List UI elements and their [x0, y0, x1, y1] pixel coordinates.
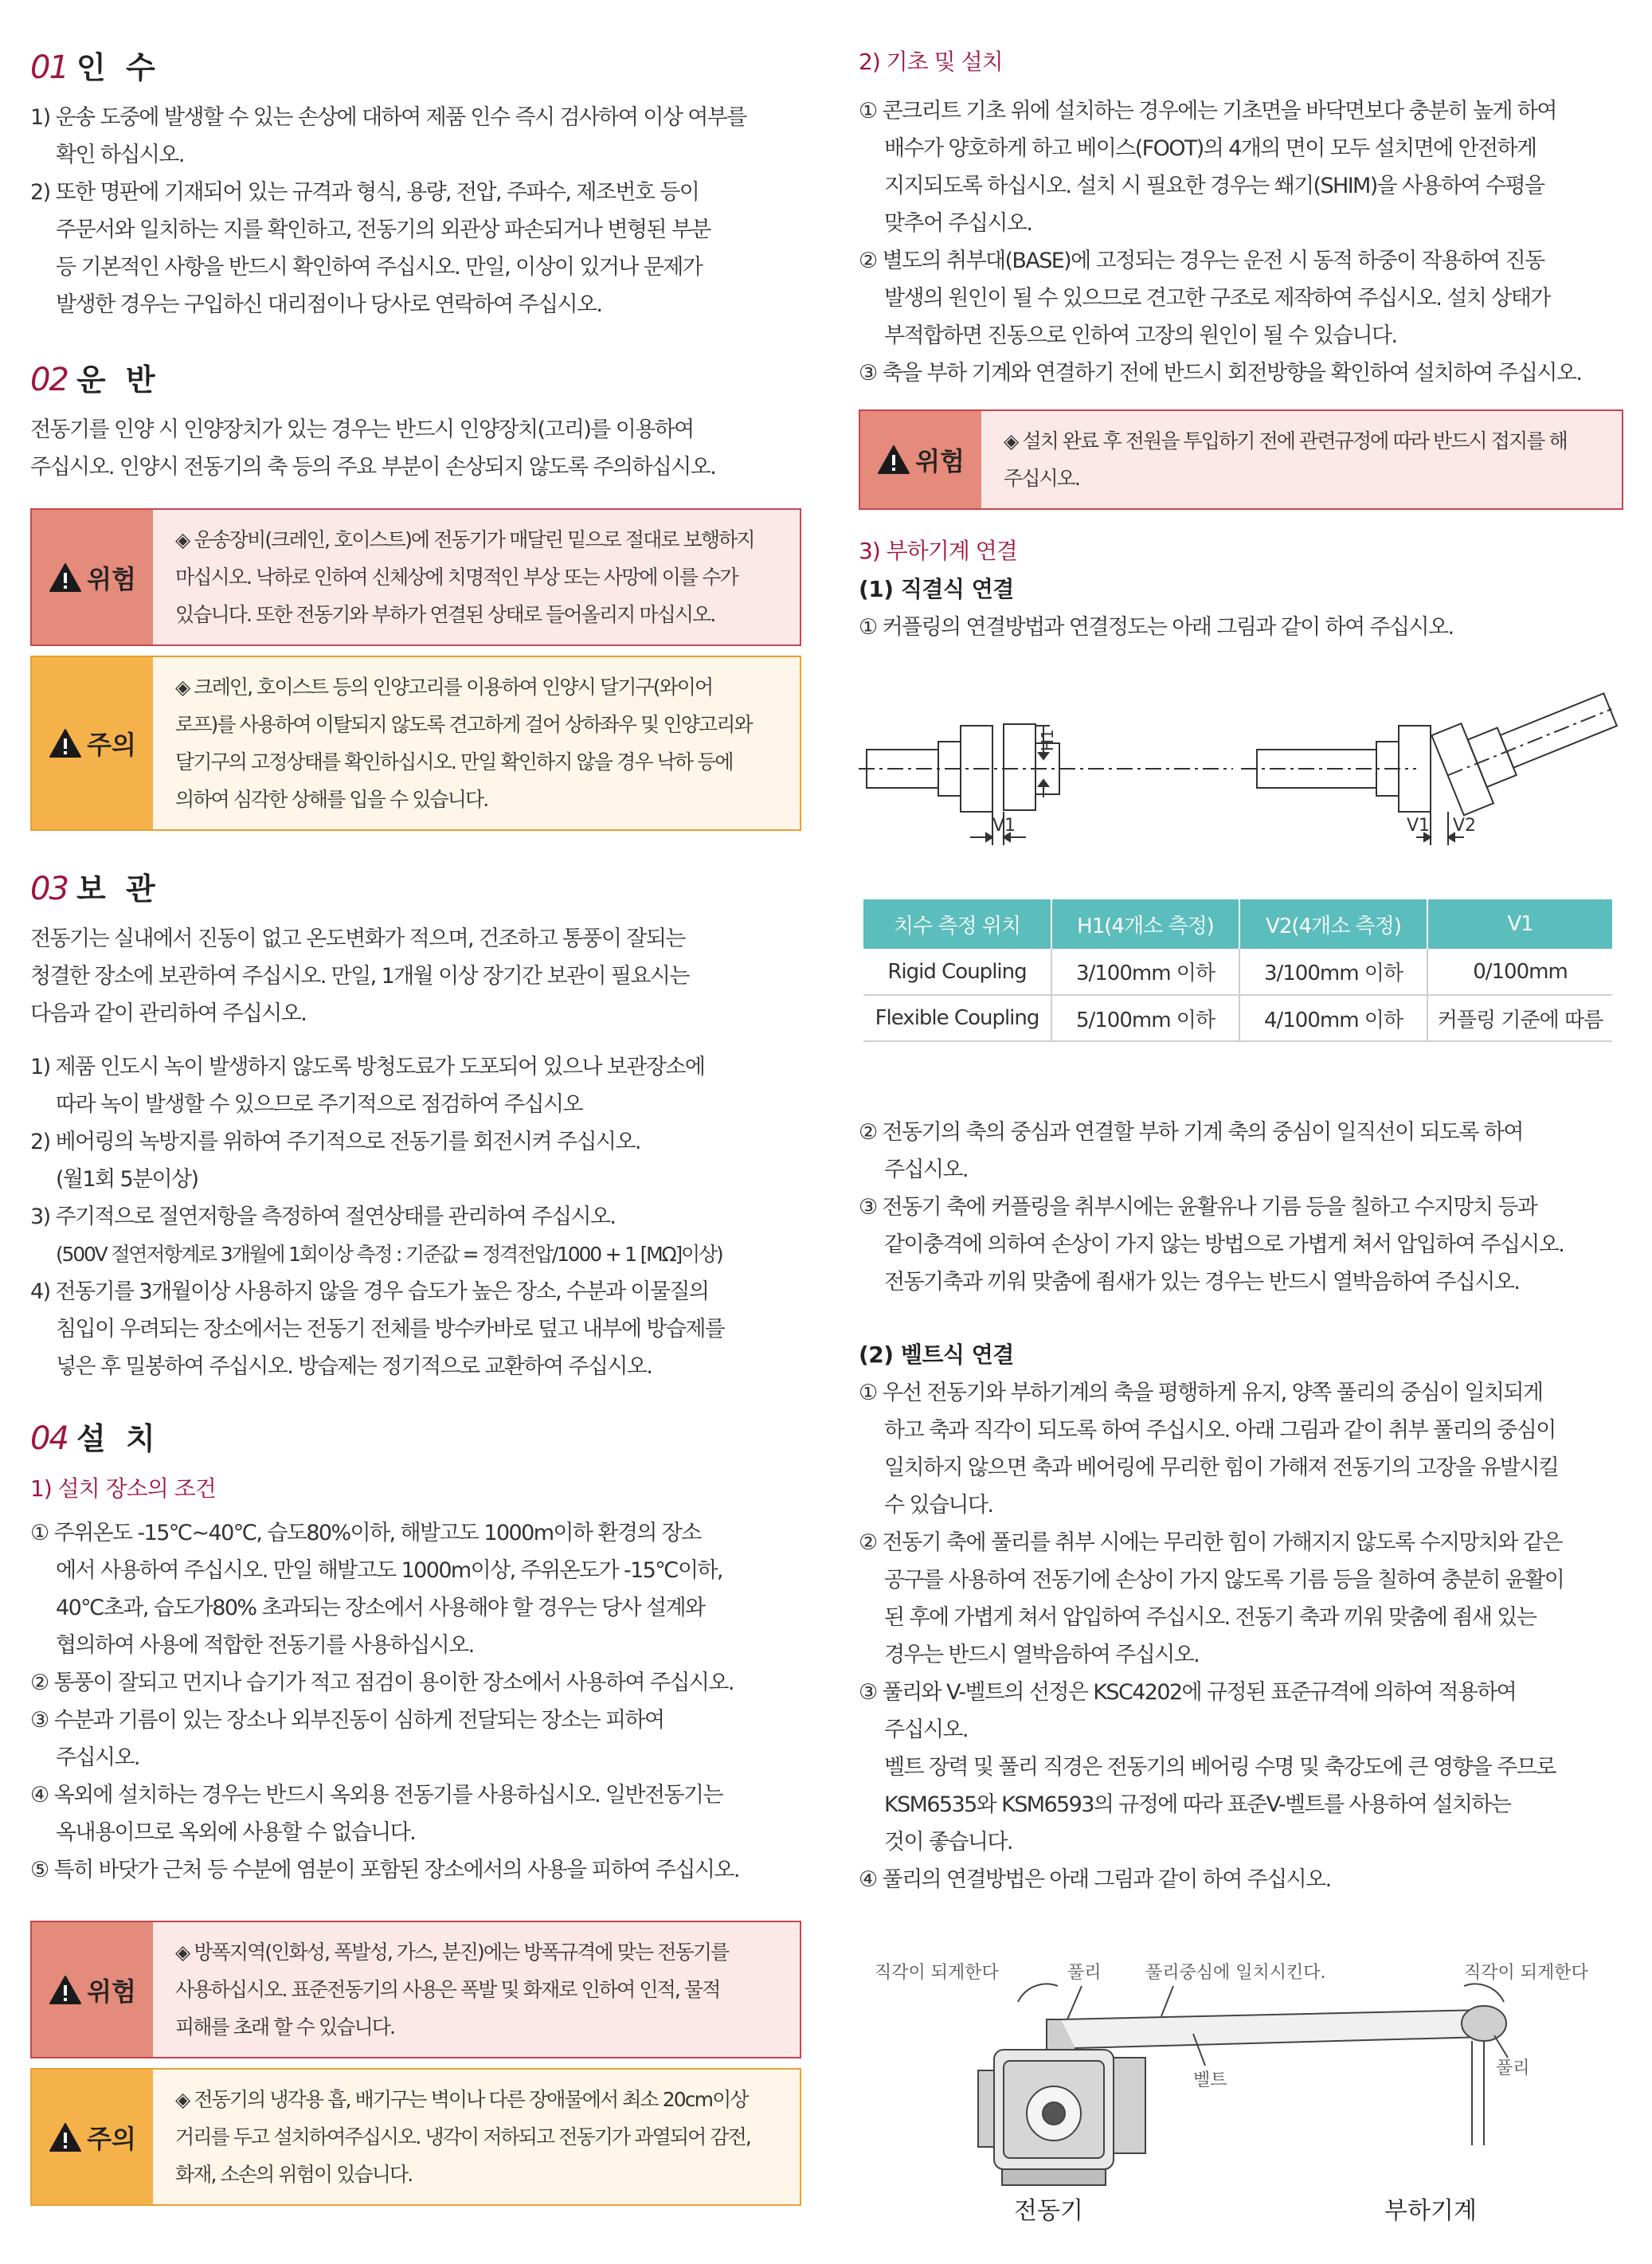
belt-coupling-list [859, 1374, 1623, 1898]
coupling-diagram [859, 678, 1623, 853]
belt-coupling-title: (2) 벨트식 연결 [859, 1342, 1014, 1368]
section-number: 03 [30, 871, 68, 907]
warning-icon [49, 728, 82, 758]
subsection-title: 2) 기초 및 설치 [859, 49, 1003, 75]
danger-text: ◈ 설치 완료 후 전원을 투입하기 전에 관련규정에 따라 반드시 접지를 해 주십시오. [1004, 429, 1567, 490]
v1-label-right: V1 [1407, 816, 1431, 836]
h1-label: H1 [1038, 729, 1057, 751]
danger-tag: 위험 [32, 510, 153, 644]
table-cell: 3/100mm 이하 [1239, 949, 1427, 995]
danger-text: ◈ 방폭지역(인화성, 폭발성, 가스, 분진)에는 방폭규격에 맞는 전동기를 사용하십시오. 표준전동기의 사용은 폭발 및 화재로 인하여 인적, 물적 피해를 초래 할 수 있습니다. [175, 1941, 729, 2039]
transport-intro: 전동기를 인양 시 인양장치가 있는 경우는 반드시 인양장치(고리)를 이용하여 주십시오. 인양시 전동기의 축 등의 주요 부분이 손상되지 않도록 주의하십시오. [30, 417, 716, 480]
caution-callout [30, 656, 801, 831]
list-item: ⑤ 특히 바닷가 근처 등 수분에 염분이 포함된 장소에서의 사용을 피하여 주십시오. [30, 1858, 739, 1882]
right-column [859, 43, 1623, 2225]
list-item: ③ 수분과 기름이 있는 장소나 외부진동이 심하게 전달되는 장소는 피하여 주십시오. [30, 1708, 664, 1770]
pulley-label-top: 풀리 [1067, 1963, 1102, 1983]
section-number: 02 [30, 362, 68, 398]
danger-tag: 위험 [32, 1922, 153, 2057]
right-angle-label-right: 직각이 되게한다 [1464, 1963, 1588, 1983]
list-item: ① 주위온도 -15℃~40℃, 습도80%이하, 해발고도 1000m이하 환경의 장소 에서 사용하여 주십시오. 만일 해발고도 1000m이상, 주위온도가 -15℃이하, 40℃초과, 습도가80% 초과되는 장소에서 사용해야 할 경우는 당사 설계와 협의하여 사용에 적합한 전동기를 사용하십시오. [30, 1521, 722, 1658]
warning-icon [877, 445, 910, 475]
column-header: 치수 측정 위치 [863, 899, 1051, 949]
section-heading: 운 반 [76, 362, 160, 398]
foundation-list [859, 92, 1623, 392]
caution-callout [30, 2068, 801, 2206]
warning-icon [49, 2122, 82, 2152]
list-item: 4) 전동기를 3개월이상 사용하지 않을 경우 습도가 높은 장소, 수분과 이물질의 침입이 우려되는 장소에서는 전동기 전체를 방수카바로 덮고 내부에 방습제를 넣은 후 밀봉하여 주십시오. 방습제는 정기적으로 교환하여 주십시오. [30, 1279, 725, 1379]
warning-icon [49, 562, 82, 593]
pulley-label-right: 풀리 [1496, 2058, 1530, 2078]
list-item: ① 콘크리트 기초 위에 설치하는 경우에는 기초면을 바닥면보다 충분히 높게 하여 배수가 양호하게 하고 베이스(FOOT)의 4개의 면이 모두 설치면에 안전하게 지지되도록 하십시오. 설치 시 필요한 경우는 쐐기(SHIM)을 사용하여 수평을 맞추어 주십시오. [859, 99, 1556, 236]
table-row [863, 995, 1612, 1041]
list-item: ① 커플링의 연결방법과 연결정도는 아래 그림과 같이 하여 주십시오. [859, 615, 1454, 640]
subsection-title: 1) 설치 장소의 조건 [30, 1475, 216, 1502]
list-item: ② 전동기의 축의 중심과 연결할 부하 기계 축의 중심이 일직선이 되도록 하여 주십시오. [859, 1120, 1523, 1182]
table-row [863, 949, 1612, 995]
coupling-tolerance-table [863, 899, 1612, 1042]
list-item: ② 별도의 취부대(BASE)에 고정되는 경우는 운전 시 동적 하중이 작용하여 진동 발생의 원인이 될 수 있으므로 견고한 구조로 제작하여 주십시오. 설치 상태가 부적합하면 진동으로 인하여 고장의 원인이 될 수 있습니다. [859, 249, 1550, 348]
list-item: ④ 풀리의 연결방법은 아래 그림과 같이 하여 주십시오. [859, 1867, 1331, 1892]
table-cell: 4/100mm 이하 [1239, 995, 1427, 1041]
center-align-label: 풀리중심에 일치시킨다. [1145, 1963, 1326, 1983]
caution-text: ◈ 크레인, 호이스트 등의 인양고리를 이용하여 인양시 달기구(와이어 로프)를 사용하여 이탈되지 않도록 견고하게 걸어 상하좌우 및 인양고리와 달기구의 고정상태를 확인하십시오. 만일 확인하지 않을 경우 낙하 등에 의하여 심각한 상해를 입을 수 있습니다. [175, 676, 752, 811]
table-cell: Flexible Coupling [863, 995, 1051, 1041]
column-header: V1 [1427, 899, 1612, 949]
storage-list [30, 1048, 801, 1385]
table-cell: 커플링 기준에 따름 [1427, 995, 1612, 1041]
storage-intro: 전동기는 실내에서 진동이 없고 온도변화가 적으며, 건조하고 통풍이 잘되는 청결한 장소에 보관하여 주십시오. 만일, 1개월 이상 장기간 보관이 필요시는 다음과 같이 관리하여 주십시오. [30, 926, 689, 1026]
motor-caption: 전동기 [1014, 2197, 1083, 2225]
list-item: ② 통풍이 잘되고 먼지나 습기가 적고 점검이 용이한 장소에서 사용하여 주십시오. [30, 1671, 734, 1695]
danger-text: ◈ 운송장비(크레인, 호이스트)에 전동기가 매달린 밑으로 절대로 보행하지 마십시오. 낙하로 인하여 신체상에 치명적인 부상 또는 사망에 이를 수가 있습니다. 또한 전동기와 부하가 연결된 상태로 들어올리지 마십시오. [175, 528, 754, 626]
column-header: H1(4개소 측정) [1051, 899, 1239, 949]
location-conditions-list [30, 1514, 801, 1889]
warning-icon [49, 1975, 82, 2005]
direct-coupling-title: (1) 직결식 연결 [859, 576, 1014, 602]
list-item: ① 우선 전동기와 부하기계의 축을 평행하게 유지, 양쪽 풀리의 중심이 일치되게 하고 축과 직각이 되도록 하여 주십시오. 아래 그림과 같이 취부 풀리의 중심이 일치하지 않으면 축과 베어링에 무리한 힘이 가해져 전동기의 고장을 유발시킬 수 있습니다. [859, 1381, 1559, 1518]
section-number: 01 [30, 49, 68, 86]
belt [1061, 2010, 1484, 2048]
list-item: ② 전동기 축에 풀리를 취부 시에는 무리한 힘이 가해지지 않도록 수지망치와 같은 공구를 사용하여 전동기에 손상이 가지 않도록 기름 등을 칠하여 충분히 윤활이 된 후에 가볍게 쳐서 압입하여 주십시오. 전동기 축과 끼워 맞춤에 죔새 있는 경우는 반드시 열박음하여 주십시오. [859, 1530, 1564, 1667]
caution-tag: 주의 [32, 2070, 153, 2204]
direct-coupling-list [859, 1114, 1623, 1301]
section-heading: 인 수 [76, 50, 160, 85]
table-header-row [863, 899, 1612, 949]
danger-callout [859, 409, 1623, 510]
section-heading: 보 관 [76, 872, 160, 907]
danger-callout [30, 508, 801, 646]
receiving-list [30, 99, 801, 323]
list-item: ④ 옥외에 설치하는 경우는 반드시 옥외용 전동기를 사용하십시오. 일반전동기는 옥내용이므로 옥외에 사용할 수 없습니다. [30, 1783, 722, 1845]
list-item: ③ 전동기 축에 커플링을 취부시에는 윤활유나 기름 등을 칠하고 수지망치 등과 같이충격에 의하여 손상이 가지 않는 방법으로 가볍게 쳐서 압입하여 주십시오. 전동기축과 끼워 맞춤에 죔새가 있는 경우는 반드시 열박음하여 주십시오. [859, 1195, 1564, 1295]
column-header: V2(4개소 측정) [1239, 899, 1427, 949]
list-item: 2) 베어링의 녹방지를 위하여 주기적으로 전동기를 회전시켜 주십시오. (월1회 5분이상) [30, 1130, 640, 1192]
section-title-storage [30, 864, 801, 909]
table-cell: 3/100mm 이하 [1051, 949, 1239, 995]
v2-label: V2 [1453, 816, 1477, 836]
list-item: 2) 또한 명판에 기재되어 있는 규격과 형식, 용량, 전압, 주파수, 제조번호 등이 주문서와 일치하는 지를 확인하고, 전동기의 외관상 파손되거나 변형된 부분 등 기본적인 사항을 반드시 확인하여 주십시오. 만일, 이상이 있거나 문제가 발생한 경우는 구입하신 대리점이나 당사로 연락하여 주십시오. [30, 180, 711, 317]
danger-callout [30, 1921, 801, 2058]
load-machine-caption: 부하기계 [1384, 2197, 1477, 2225]
section-title-installation [30, 1414, 801, 1459]
table-cell: 0/100mm [1427, 949, 1612, 995]
left-column [30, 43, 801, 2215]
section-title-receiving [30, 43, 801, 88]
subsection-title: 3) 부하기계 연결 [859, 538, 1017, 564]
section-heading: 설 치 [76, 1421, 160, 1456]
list-item: 1) 운송 도중에 발생할 수 있는 손상에 대하여 제품 인수 즉시 검사하여 이상 여부를 확인 하십시오. [30, 105, 746, 167]
list-item: ③ 풀리와 V-벨트의 선정은 KSC4202에 규정된 표준규격에 의하여 적용하여 주십시오. 벨트 장력 및 풀리 직경은 전동기의 베어링 수명 및 축강도에 큰 영향을 주므로 KSM6535와 KSM6593의 규정에 따라 표준V-벨트를 사용하여 설치하는 것이 좋습니다. [859, 1680, 1556, 1855]
v1-label: V1 [992, 816, 1016, 836]
section-title-transport [30, 355, 801, 400]
list-item: 1) 제품 인도시 녹이 발생하지 않도록 방청도료가 도포되어 있으나 보관장소에 따라 녹이 발생할 수 있으므로 주기적으로 점검하여 주십시오 [30, 1055, 705, 1117]
belt-label: 벨트 [1193, 2070, 1227, 2090]
list-item: 3) 주기적으로 절연저항을 측정하여 절연상태를 관리하여 주십시오. (500V 절연저항계로 3개월에 1회이상 측정 : 기준값 = 정격전압/1000 + 1 [MΩ]이상) [30, 1204, 722, 1266]
coupling-flange-right [1004, 724, 1035, 810]
caution-text: ◈ 전동기의 냉각용 흡, 배기구는 벽이나 다른 장애물에서 최소 20cm이상 거리를 두고 설치하여주십시오. 냉각이 저하되고 전동기가 과열되어 감전, 화재, 소손의 위험이 있습니다. [175, 2088, 750, 2186]
table-cell: 5/100mm 이하 [1051, 995, 1239, 1041]
caution-tag: 주의 [32, 657, 153, 829]
right-angle-label-left: 직각이 되게한다 [875, 1963, 999, 1983]
section-number: 04 [30, 1420, 68, 1457]
belt-diagram [859, 1930, 1623, 2225]
list-item: ③ 축을 부하 기계와 연결하기 전에 반드시 회전방향을 확인하여 설치하여 주십시오. [859, 361, 1582, 386]
table-cell: Rigid Coupling [863, 949, 1051, 995]
load-pulley [1462, 2006, 1506, 2041]
danger-tag: 위험 [860, 411, 981, 508]
